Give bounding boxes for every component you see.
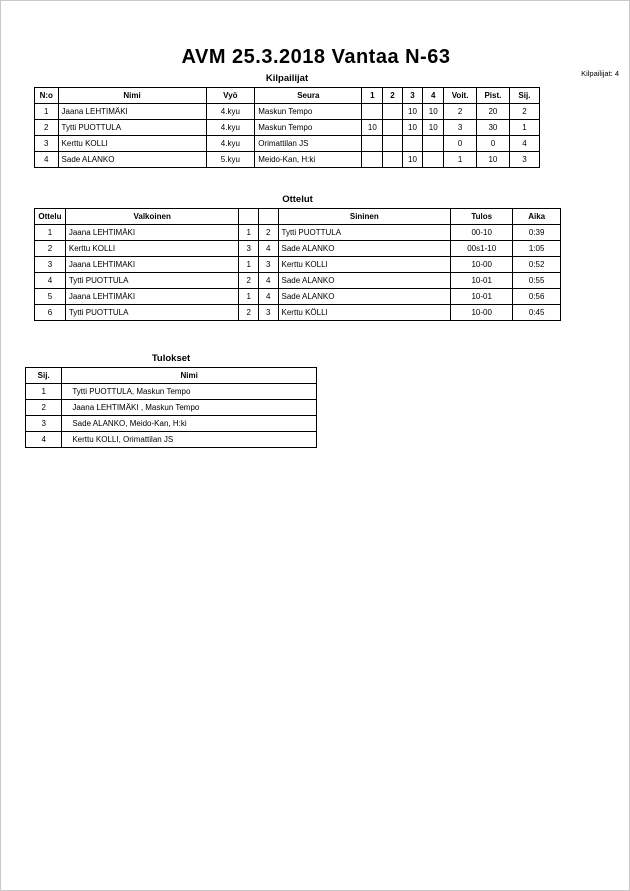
cell-number: 1 — [35, 104, 59, 120]
cell-round-4 — [423, 152, 444, 168]
cell-name: Jaana LEHTIMÄKI — [58, 104, 206, 120]
cell-round-1 — [362, 104, 383, 120]
results-section — [25, 353, 317, 448]
cell-match-number: 3 — [35, 257, 66, 273]
cell-blue-name: Tytti PUOTTULA — [278, 225, 451, 241]
column-header-time: Aika — [513, 209, 561, 225]
cell-points: 30 — [476, 120, 509, 136]
cell-result: 10-00 — [451, 257, 513, 273]
column-header-belt: Vyö — [206, 88, 255, 104]
cell-club: Meido-Kan, H:ki — [255, 152, 362, 168]
page-title: AVM 25.3.2018 Vantaa N-63 — [181, 46, 451, 68]
cell-round-4: 10 — [423, 104, 444, 120]
cell-result: 10-01 — [451, 289, 513, 305]
cell-rank: 1 — [509, 120, 539, 136]
table-row — [26, 384, 317, 400]
results-table — [25, 367, 317, 448]
competitors-section — [34, 73, 540, 168]
column-header-club: Seura — [255, 88, 362, 104]
cell-club: Orimattilan JS — [255, 136, 362, 152]
column-header-blue: Sininen — [278, 209, 451, 225]
cell-round-2 — [383, 136, 402, 152]
cell-belt: 4.kyu — [206, 104, 255, 120]
competitors-table — [34, 87, 540, 168]
competitor-count-note: Kilpailijat: 4 — [581, 69, 619, 78]
cell-wins: 0 — [444, 136, 477, 152]
cell-match-number: 5 — [35, 289, 66, 305]
matches-section — [34, 194, 561, 321]
table-row — [26, 432, 317, 448]
cell-white-number: 3 — [239, 241, 259, 257]
cell-white-name: Tytti PUOTTULA — [65, 305, 239, 321]
cell-time: 0:55 — [513, 273, 561, 289]
cell-white-number: 2 — [239, 273, 259, 289]
cell-time: 0:56 — [513, 289, 561, 305]
cell-round-1: 10 — [362, 120, 383, 136]
cell-name: Sade ALANKO, Meido-Kan, H:ki — [62, 416, 317, 432]
table-row — [35, 273, 561, 289]
competitors-section-label: Kilpailijat — [265, 73, 309, 84]
cell-blue-number: 4 — [259, 273, 279, 289]
cell-points: 0 — [476, 136, 509, 152]
column-header-white-number — [239, 209, 259, 225]
cell-white-name: Jaana LEHTIMAKI — [65, 257, 239, 273]
cell-points: 10 — [476, 152, 509, 168]
cell-name: Kerttu KOLLI, Orimattilan JS — [62, 432, 317, 448]
cell-white-name: Kerttu KOLLI — [65, 241, 239, 257]
cell-round-3: 10 — [402, 120, 423, 136]
cell-time: 0:52 — [513, 257, 561, 273]
cell-round-4: 10 — [423, 120, 444, 136]
cell-match-number: 1 — [35, 225, 66, 241]
cell-belt: 4.kyu — [206, 136, 255, 152]
table-header-row — [26, 368, 317, 384]
cell-white-name: Jaana LEHTIMÄKI — [65, 289, 239, 305]
column-header-name: Nimi — [58, 88, 206, 104]
cell-round-3: 10 — [402, 152, 423, 168]
cell-white-number: 2 — [239, 305, 259, 321]
column-header-blue-number — [259, 209, 279, 225]
cell-blue-number: 4 — [259, 241, 279, 257]
cell-name: Sade ALANKO — [58, 152, 206, 168]
cell-number: 4 — [35, 152, 59, 168]
cell-white-name: Jaana LEHTIMÄKI — [65, 225, 239, 241]
cell-blue-name: Kerttu KOLLI — [278, 257, 451, 273]
cell-blue-name: Sade ALANKO — [278, 289, 451, 305]
cell-blue-name: Sade ALANKO — [278, 241, 451, 257]
cell-wins: 3 — [444, 120, 477, 136]
cell-rank: 4 — [509, 136, 539, 152]
column-header-white: Valkoinen — [65, 209, 239, 225]
cell-white-number: 1 — [239, 225, 259, 241]
column-header-round-4: 4 — [423, 88, 444, 104]
table-row — [26, 416, 317, 432]
cell-club: Maskun Tempo — [255, 120, 362, 136]
column-header-number: N:o — [35, 88, 59, 104]
cell-belt: 5.kyu — [206, 152, 255, 168]
cell-round-1 — [362, 152, 383, 168]
table-row — [35, 257, 561, 273]
cell-result: 10-00 — [451, 305, 513, 321]
table-row — [35, 225, 561, 241]
cell-white-number: 1 — [239, 257, 259, 273]
cell-blue-name: Sade ALANKO — [278, 273, 451, 289]
table-header-row — [35, 88, 540, 104]
cell-wins: 2 — [444, 104, 477, 120]
cell-round-3 — [402, 136, 423, 152]
results-section-label: Tulokset — [151, 353, 191, 364]
cell-round-2 — [383, 120, 402, 136]
cell-wins: 1 — [444, 152, 477, 168]
cell-result: 10-01 — [451, 273, 513, 289]
column-header-rank: Sij. — [509, 88, 539, 104]
table-row — [35, 104, 540, 120]
cell-belt: 4.kyu — [206, 120, 255, 136]
cell-match-number: 2 — [35, 241, 66, 257]
cell-rank: 2 — [26, 400, 62, 416]
column-header-match: Ottelu — [35, 209, 66, 225]
table-row — [35, 120, 540, 136]
cell-time: 1:05 — [513, 241, 561, 257]
cell-rank: 3 — [509, 152, 539, 168]
column-header-result: Tulos — [451, 209, 513, 225]
cell-time: 0:45 — [513, 305, 561, 321]
cell-result: 00-10 — [451, 225, 513, 241]
cell-blue-number: 3 — [259, 257, 279, 273]
cell-match-number: 6 — [35, 305, 66, 321]
column-header-wins: Voit. — [444, 88, 477, 104]
cell-match-number: 4 — [35, 273, 66, 289]
table-row — [26, 400, 317, 416]
cell-result: 00s1-10 — [451, 241, 513, 257]
cell-number: 3 — [35, 136, 59, 152]
cell-blue-number: 4 — [259, 289, 279, 305]
table-row — [35, 152, 540, 168]
cell-rank: 4 — [26, 432, 62, 448]
cell-name: Tytti PUOTTULA, Maskun Tempo — [62, 384, 317, 400]
cell-rank: 2 — [509, 104, 539, 120]
table-row — [35, 305, 561, 321]
column-header-points: Pist. — [476, 88, 509, 104]
cell-round-3: 10 — [402, 104, 423, 120]
matches-table — [34, 208, 561, 321]
cell-blue-name: Kerttu KÖLLI — [278, 305, 451, 321]
table-row — [35, 289, 561, 305]
column-header-rank: Sij. — [26, 368, 62, 384]
cell-round-2 — [383, 152, 402, 168]
cell-name: Kerttu KOLLI — [58, 136, 206, 152]
table-header-row — [35, 209, 561, 225]
table-row — [35, 136, 540, 152]
cell-name: Tytti PUOTTULA — [58, 120, 206, 136]
cell-round-4 — [423, 136, 444, 152]
column-header-round-2: 2 — [383, 88, 402, 104]
column-header-name: Nimi — [62, 368, 317, 384]
cell-round-1 — [362, 136, 383, 152]
cell-name: Jaana LEHTIMÄKI , Maskun Tempo — [62, 400, 317, 416]
cell-time: 0:39 — [513, 225, 561, 241]
cell-white-name: Tytti PUOTTULA — [65, 273, 239, 289]
column-header-round-1: 1 — [362, 88, 383, 104]
column-header-round-3: 3 — [402, 88, 423, 104]
matches-section-label: Ottelut — [282, 194, 313, 205]
cell-rank: 1 — [26, 384, 62, 400]
cell-number: 2 — [35, 120, 59, 136]
cell-blue-number: 3 — [259, 305, 279, 321]
cell-points: 20 — [476, 104, 509, 120]
table-row — [35, 241, 561, 257]
cell-rank: 3 — [26, 416, 62, 432]
cell-round-2 — [383, 104, 402, 120]
cell-white-number: 1 — [239, 289, 259, 305]
cell-club: Maskun Tempo — [255, 104, 362, 120]
cell-blue-number: 2 — [259, 225, 279, 241]
